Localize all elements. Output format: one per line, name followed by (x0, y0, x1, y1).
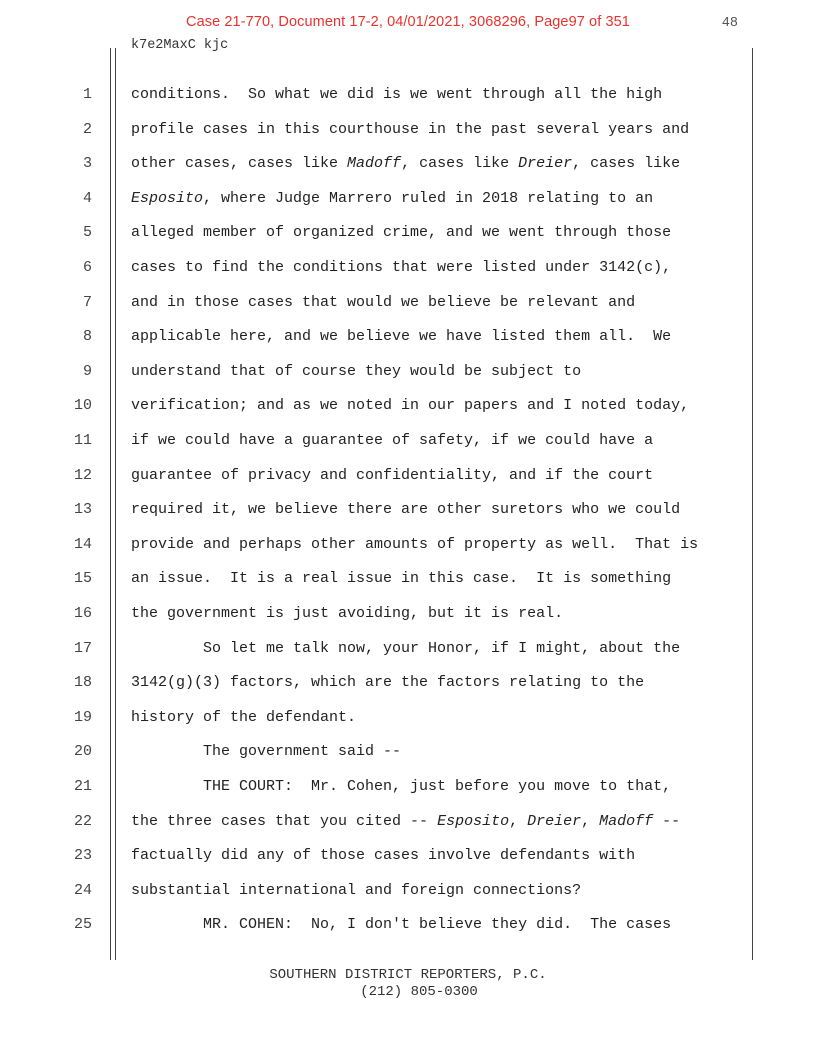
transcript-line (0, 674, 816, 694)
line-text (131, 813, 680, 830)
line-text (131, 294, 635, 311)
reporter-initials: k7e2MaxC kjc (131, 38, 229, 53)
text-segment: substantial international and foreign connections? (131, 881, 582, 899)
text-segment: the three cases that you cited -- (131, 812, 438, 830)
filing-stamp: Case 21-770, Document 17-2, 04/01/2021, 3068296, Page97 of 351 (186, 14, 630, 30)
text-segment: THE COURT: Mr. Cohen, just before you move to that, (131, 778, 672, 795)
line-number: 24 (73, 881, 92, 899)
line-number: 9 (82, 362, 92, 380)
line-number: 23 (73, 847, 92, 865)
transcript-line (0, 605, 816, 625)
text-segment: So let me talk now, your Honor, if I might, about the (131, 639, 681, 657)
transcript-line (0, 916, 816, 936)
line-text (131, 86, 662, 103)
text-segment: profile cases in this courthouse in the past several years and (131, 120, 690, 138)
text-segment: other cases, cases like (131, 155, 348, 173)
text-segment: the government is just avoiding, but it is real. (131, 605, 564, 622)
line-number: 19 (73, 708, 92, 726)
line-number: 4 (82, 189, 92, 207)
line-number: 12 (73, 466, 92, 484)
line-number: 20 (73, 743, 92, 761)
line-number: 2 (82, 120, 92, 138)
line-number: 1 (82, 86, 92, 103)
text-segment: , (509, 812, 528, 830)
text-segment: , cases like (572, 155, 681, 173)
text-segment: , cases like (401, 155, 519, 173)
transcript-line (0, 432, 816, 452)
line-number: 13 (73, 501, 92, 519)
transcript-line (0, 570, 816, 590)
line-text (131, 259, 671, 276)
transcript-line (0, 294, 816, 314)
transcript-line (0, 121, 816, 141)
line-number: 10 (73, 397, 92, 415)
transcript-line (0, 882, 816, 902)
transcript-line (0, 709, 816, 729)
reporter-phone: (212) 805-0300 (360, 984, 478, 1000)
transcript-line (0, 86, 816, 106)
line-text (131, 467, 653, 484)
case-name: Dreier (527, 812, 582, 830)
text-segment: guarantee of privacy and confidentiality, and if the court (131, 466, 654, 484)
case-name: Madoff (347, 155, 402, 173)
line-text (131, 570, 671, 587)
line-text (131, 224, 671, 241)
transcript-line (0, 467, 816, 487)
line-number: 22 (73, 812, 92, 830)
transcript-line (0, 536, 816, 556)
transcript-line (0, 847, 816, 867)
text-segment: conditions. So what we did is we went through all the high (131, 86, 663, 103)
line-text (131, 778, 671, 795)
line-text (131, 155, 680, 172)
line-text (131, 882, 581, 899)
transcript-line (0, 328, 816, 348)
text-segment: history of the defendant. (131, 708, 357, 726)
transcript-line (0, 155, 816, 175)
transcript-line (0, 501, 816, 521)
line-number: 7 (82, 293, 92, 311)
line-number: 16 (73, 605, 92, 622)
page-number: 48 (721, 16, 738, 31)
text-segment: and in those cases that would we believe be relevant and (131, 293, 636, 311)
line-number: 17 (73, 639, 92, 657)
line-number: 15 (73, 570, 92, 588)
line-text (131, 121, 689, 138)
text-segment: , (581, 812, 600, 830)
text-segment: provide and perhaps other amounts of property as well. That is (131, 535, 699, 553)
text-segment: required it, we believe there are other suretors who we could (131, 501, 681, 519)
transcript-line (0, 640, 816, 660)
line-text (131, 363, 581, 380)
text-segment: understand that of course they would be subject to (131, 362, 582, 380)
line-number: 5 (82, 224, 92, 242)
reporter-name: SOUTHERN DISTRICT REPORTERS, P.C. (269, 967, 547, 983)
case-name: Esposito (131, 189, 204, 207)
text-segment: MR. COHEN: No, I don't believe they did. The cases (131, 916, 672, 934)
line-text (131, 640, 680, 657)
line-number: 25 (73, 916, 92, 934)
line-number: 14 (73, 535, 92, 553)
text-segment: The government said -- (131, 743, 402, 761)
transcript-line (0, 190, 816, 210)
line-number: 18 (73, 674, 92, 692)
text-segment: , where Judge Marrero ruled in 2018 relating to an (203, 189, 654, 207)
transcript-line (0, 778, 816, 798)
case-name: Dreier (518, 155, 573, 173)
transcript-line (0, 224, 816, 244)
text-segment: if we could have a guarantee of safety, if we could have a (131, 432, 654, 449)
transcript-line (0, 397, 816, 417)
line-text (131, 432, 653, 449)
text-segment: factually did any of those cases involve defendants with (131, 847, 636, 865)
line-text (131, 501, 680, 518)
line-text (131, 190, 653, 207)
text-segment: 3142(g)(3) factors, which are the factors relating to the (131, 674, 645, 692)
transcript-line (0, 813, 816, 833)
page-footer (0, 967, 816, 1001)
text-segment: -- (653, 812, 681, 830)
line-text (131, 397, 689, 414)
transcript-line (0, 743, 816, 763)
line-number: 6 (82, 259, 92, 276)
line-text (131, 743, 401, 760)
line-text (131, 847, 635, 864)
transcript-line (0, 259, 816, 279)
text-segment: an issue. It is a real issue in this case. It is something (131, 570, 672, 588)
text-segment: alleged member of organized crime, and we went through those (131, 224, 672, 242)
text-segment: applicable here, and we believe we have listed them all. We (131, 328, 672, 346)
line-text (131, 605, 563, 622)
line-number: 3 (82, 155, 92, 173)
transcript-line (0, 363, 816, 383)
line-text (131, 709, 356, 726)
line-text (131, 328, 671, 345)
case-name: Esposito (437, 812, 510, 830)
text-segment: cases to find the conditions that were listed under 3142(c), (131, 259, 672, 276)
line-text (131, 536, 698, 553)
line-text (131, 916, 671, 933)
line-number: 21 (73, 778, 92, 795)
line-number: 8 (82, 328, 92, 346)
text-segment: verification; and as we noted in our papers and I noted today, (131, 397, 690, 415)
case-name: Madoff (599, 812, 654, 830)
line-number: 11 (73, 432, 92, 449)
line-text (131, 674, 644, 691)
